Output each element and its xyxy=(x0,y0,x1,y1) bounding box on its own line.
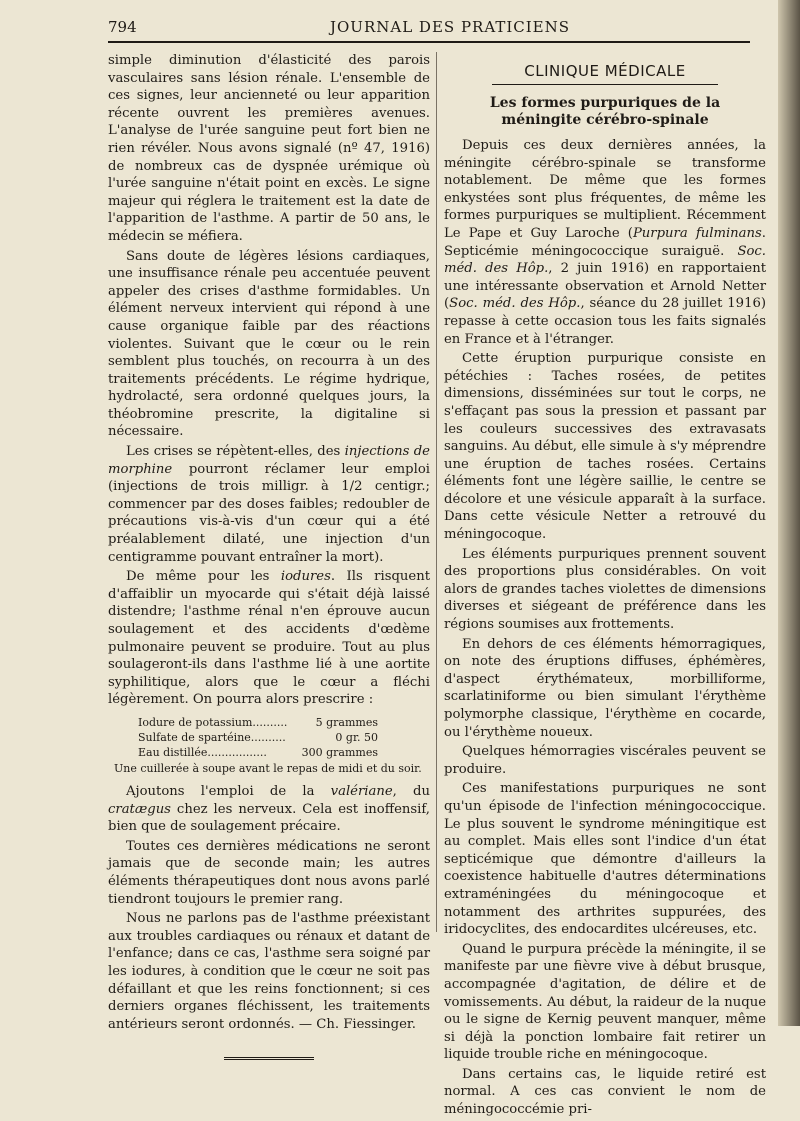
page-number: 794 xyxy=(108,18,137,36)
section-title: CLINIQUE MÉDICALE xyxy=(524,62,686,80)
paragraph: De même pour les iodures. Ils risquent d'affaiblir un myocarde qui s'était déjà laissé distendre; l'asthme rénal n'en éprouve aucun soulagement et des accidents d'œdème pulmonaire peuvent se produire. Tout au plus soulageront-ils dans l'asthme lié à une aortite syphilitique, alors que le cœur a fléchi légèrement. On pourra alors prescrire : xyxy=(108,569,431,708)
paragraph: Toutes ces dernières médications ne seront jamais que de seconde main; les autres éléments thérapeutiques dont nous avons parlé tiendront toujours le premier rang. xyxy=(108,838,430,907)
formula-row: Sulfate de spartéine.......... 0 gr. 50 xyxy=(138,730,378,744)
paragraph: Quand le purpura précède la méningite, il se manifeste par une fièvre vive à début brusque, accompagnée d'agitation, de délire et de vomissements. Au début, la raideur de la nuque ou le signe de Kernig peuvent manquer, même si déjà la ponction lombaire fait retirer un liquide trouble riche en méningocoque. xyxy=(444,941,766,1063)
end-rule xyxy=(224,1057,314,1060)
formula-note: Une cuillerée à soupe avant le repas de midi et du soir. xyxy=(114,761,422,775)
prescription-formula xyxy=(138,715,378,760)
article-title: Les formes purpuriques de la méningite cérébro-spinale xyxy=(489,95,721,128)
paragraph: Sans doute de légères lésions cardiaques, une insuffisance rénale peu accentuée peuvent appeler des crises d'asthme formidables. Un élément nerveux intervient qui répond à une cause organique faible par des réactions violentes. Suivant que le cœur ou le rein semblent plus touchés, on recourra à un des traitements précédents. Le régime hydrique, hydrolacté, sera ordonné quelques jours, la théobromine prescrite, la digitaline si nécessaire. xyxy=(108,248,430,440)
paragraph: Dans certains cas, le liquide retiré est normal. A ces cas convient le nom de méningococcémie pri- xyxy=(444,1066,766,1118)
left-column xyxy=(108,52,430,1060)
journal-title: JOURNAL DES PRATICIENS xyxy=(330,18,571,36)
section-rule xyxy=(492,84,717,85)
paragraph: Quelques hémorragies viscérales peuvent se produire. xyxy=(444,744,766,777)
paragraph: Ces manifestations purpuriques ne sont qu'un épisode de l'infection méningococcique. Le plus souvent le syndrome méningitique est au complet. Mais elles sont l'indice d'un état septicémique que démontre d'ailleurs la coexistence habituelle d'autres déterminations extraméningées du méningocoque et notamment des arthrites suppurées, des iridocyclites, des endocardites ulcéreuses, etc. xyxy=(444,781,766,938)
page-binding-shadow xyxy=(778,0,800,1026)
header-rule xyxy=(108,41,750,43)
formula-row: Eau distillée................. 300 grammes xyxy=(138,745,378,759)
paragraph: En dehors de ces éléments hémorragiques, on note des éruptions diffuses, éphémères, d'aspect érythémateux, morbilliforme, scarlatiniforme ou bien simulant l'érythème polymorphe classique, l'érythème en cocarde, ou l'érythème noueux. xyxy=(444,636,766,740)
paragraph: Nous ne parlons pas de l'asthme préexistant aux troubles cardiaques ou rénaux et datant de l'enfance; dans ce cas, l'asthme sera soigné par les iodures, à condition que le cœur ne soit pas défaillant et que les reins fonctionnent; si ces derniers organes fléchissent, les traitements antérieurs seront ordonnés. — Ch. Fiessinger. xyxy=(108,911,430,1032)
column-divider xyxy=(436,52,437,932)
page-header xyxy=(0,0,780,50)
paragraph: simple diminution d'élasticité des parois vasculaires sans lésion rénale. L'ensemble de ces signes, leur ancienneté ou leur apparition récente ouvrent les premières avenues. L'analyse de l'urée sanguine peut fort bien ne rien révéler. Nous avons signalé (nº 47, 1916) de nombreux cas de dyspnée urémique où l'urée sanguine n'était point en excès. Le signe majeur qui réglera le traitement est la date de l'apparition de l'asthme. A partir de 50 ans, le médecin se méfiera. xyxy=(108,53,430,244)
formula-row: Iodure de potassium.......... 5 grammes xyxy=(138,715,378,729)
right-column xyxy=(444,52,766,1121)
paragraph: Les crises se répètent-elles, des injections de morphine pourront réclamer leur emploi (injections de trois milligr. à 1/2 centigr.; commencer par des doses faibles; redoubler de précautions vis-à-vis d'un cœur qui a été préalablement dilaté, une injection d'un centigramme pouvant entraîner la mort). xyxy=(108,444,430,565)
paragraph: Depuis ces deux dernières années, la méningite cérébro-spinale se transforme notablement. De même que les formes enkystées sont plus fréquentes, de même les formes purpuriques se multiplient. Récemment Le Pape et Guy Laroche (Purpura fulminans. Septicémie méningococcique suraiguë. Soc. méd. des Hôp., 2 juin 1916) en rapportaient une intéressante observation et Arnold Netter (Soc. méd. des Hôp., séance du 28 juillet 1916) repasse à cette occasion tous les faits signalés en France et à l'étranger. xyxy=(444,138,766,347)
paragraph: Cette éruption purpurique consiste en pétéchies : Taches rosées, de petites dimensions, disséminées sur tout le corps, ne s'effaçant pas sous la pression et passant par les couleurs successives des extravasats sanguins. Au début, elle simule à s'y méprendre une éruption de taches rosées. Certains éléments font une légère saillie, le centre se décolore et une vésicule apparaît à la surface. Dans cette vésicule Netter a retrouvé du méningocoque. xyxy=(444,351,766,543)
paragraph: Les éléments purpuriques prennent souvent des proportions plus considérables. On voit alors de grandes taches violettes de dimensions diverses et siégeant de préférence dans les régions soumises aux frottements. xyxy=(444,546,766,633)
paragraph: Ajoutons l'emploi de la valériane, du cratægus chez les nerveux. Cela est inoffensif, bien que de soulagement précaire. xyxy=(108,783,430,835)
